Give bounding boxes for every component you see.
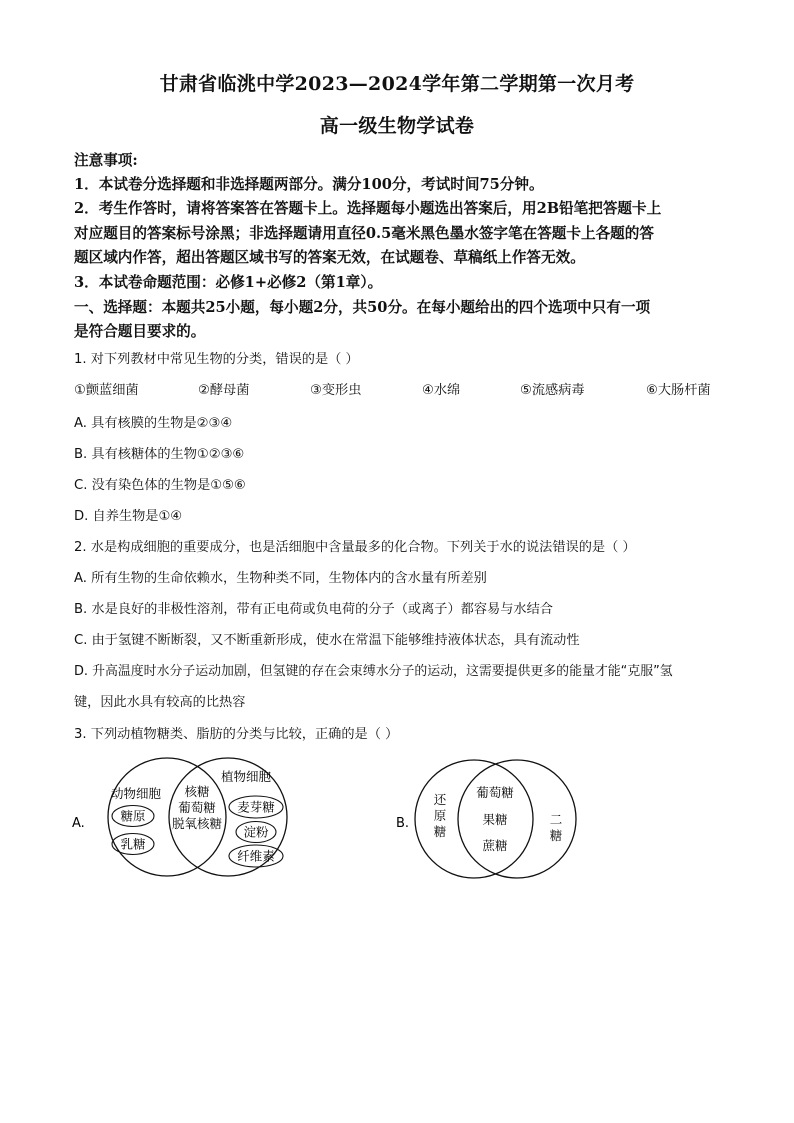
q1-organism: ①颤蓝细菌: [74, 383, 139, 398]
exam-subtitle: 高一级生物学试卷: [319, 115, 475, 137]
notes-item-3: 3．本试卷命题范围：必修1+必修2（第1章）。: [74, 274, 383, 291]
q1-option-d: D. 自养生物是①④: [74, 509, 183, 524]
q1-organism: ⑤流感病毒: [520, 383, 585, 398]
section-heading-line-2: 是符合题目要求的。: [74, 323, 206, 340]
glucose-text: 葡萄糖: [178, 800, 216, 815]
q1-option-a: A. 具有核膜的生物是②③④: [74, 416, 233, 431]
fructose-text: 果糖: [482, 812, 508, 827]
reducing-sugar-label-char: 原: [433, 808, 447, 823]
q1-organism: ③变形虫: [310, 383, 362, 398]
q1-option-b: B. 具有核糖体的生物①②③⑥: [74, 447, 245, 462]
glucose-text: 葡萄糖: [476, 785, 514, 800]
q2-option-c: C. 由于氢键不断断裂，又不断重新形成，使水在常温下能够维持液体状态，具有流动性: [74, 633, 580, 648]
notes-item-2-line-3: 题区域内作答，超出答题区域书写的答案无效，在试题卷、草稿纸上作答无效。: [74, 249, 585, 266]
notes-item-2-line-2: 对应题目的答案标号涂黑；非选择题请用直径0.5毫米黑色墨水签字笔在答题卡上各题的答: [74, 225, 654, 242]
q3-venn-diagram-a: [64, 748, 314, 888]
option-letter: B.: [396, 816, 410, 831]
glycogen-text: 糖原: [120, 808, 146, 824]
q1-organism: ④水绵: [422, 383, 461, 398]
notes-heading: 注意事项:: [74, 152, 138, 169]
deoxyribose-text: 脱氧核糖: [171, 816, 223, 831]
q2-option-a: A. 所有生物的生命依赖水，生物种类不同，生物体内的含水量有所差别: [74, 571, 487, 586]
lactose-text: 乳糖: [120, 836, 146, 852]
ribose-text: 核糖: [184, 784, 210, 799]
q1-stem: 1. 对下列教材中常见生物的分类，错误的是（ ）: [74, 352, 359, 367]
reducing-sugar-label-char: 还: [433, 792, 447, 807]
disaccharide-label-char: 二: [549, 812, 563, 827]
disaccharide-label-char: 糖: [549, 828, 563, 843]
animal-cell-label: 动物细胞: [110, 786, 162, 801]
q2-option-d: D. 升高温度时水分子运动加剧，但氢键的存在会束缚水分子的运动，这需要提供更多的能量才能“克服”氢: [74, 664, 673, 679]
reducing-sugar-label-char: 糖: [433, 824, 447, 839]
plant-cell-label: 植物细胞: [220, 769, 272, 784]
notes-item-2-line-1: 2．考生作答时，请将答案答在答题卡上。选择题每小题选出答案后，用2B铅笔把答题卡上: [74, 200, 662, 217]
section-heading-line-1: 一、选择题：本题共25小题，每小题2分，共50分。在每小题给出的四个选项中只有一项: [74, 299, 651, 316]
q1-organism-list: [74, 379, 724, 399]
maltose-text: 麦芽糖: [237, 799, 275, 815]
q2-stem: 2. 水是构成细胞的重要成分，也是活细胞中含量最多的化合物。下列关于水的说法错误的是（ ）: [74, 540, 636, 555]
exam-title: 甘肃省临洮中学2023—2024学年第二学期第一次月考: [159, 73, 635, 95]
q1-option-c: C. 没有染色体的生物是①⑤⑥: [74, 478, 246, 493]
starch-text: 淀粉: [243, 824, 269, 840]
cellulose-text: 纤维素: [237, 848, 275, 864]
q3-venn-diagram-b: [390, 748, 590, 888]
notes-item-1: 1．本试卷分选择题和非选择题两部分。满分100分，考试时间75分钟。: [74, 176, 544, 193]
q1-organism: ⑥大肠杆菌: [646, 383, 711, 398]
q2-option-b: B. 水是良好的非极性溶剂，带有正电荷或负电荷的分子（或离子）都容易与水结合: [74, 602, 553, 617]
q1-organism: ②酵母菌: [198, 383, 250, 398]
sucrose-text: 蔗糖: [482, 838, 508, 853]
q2-option-d-continued: 键，因此水具有较高的比热容: [74, 695, 246, 710]
option-letter: A.: [72, 816, 85, 831]
q3-stem: 3. 下列动植物糖类、脂肪的分类与比较，正确的是（ ）: [74, 727, 399, 742]
